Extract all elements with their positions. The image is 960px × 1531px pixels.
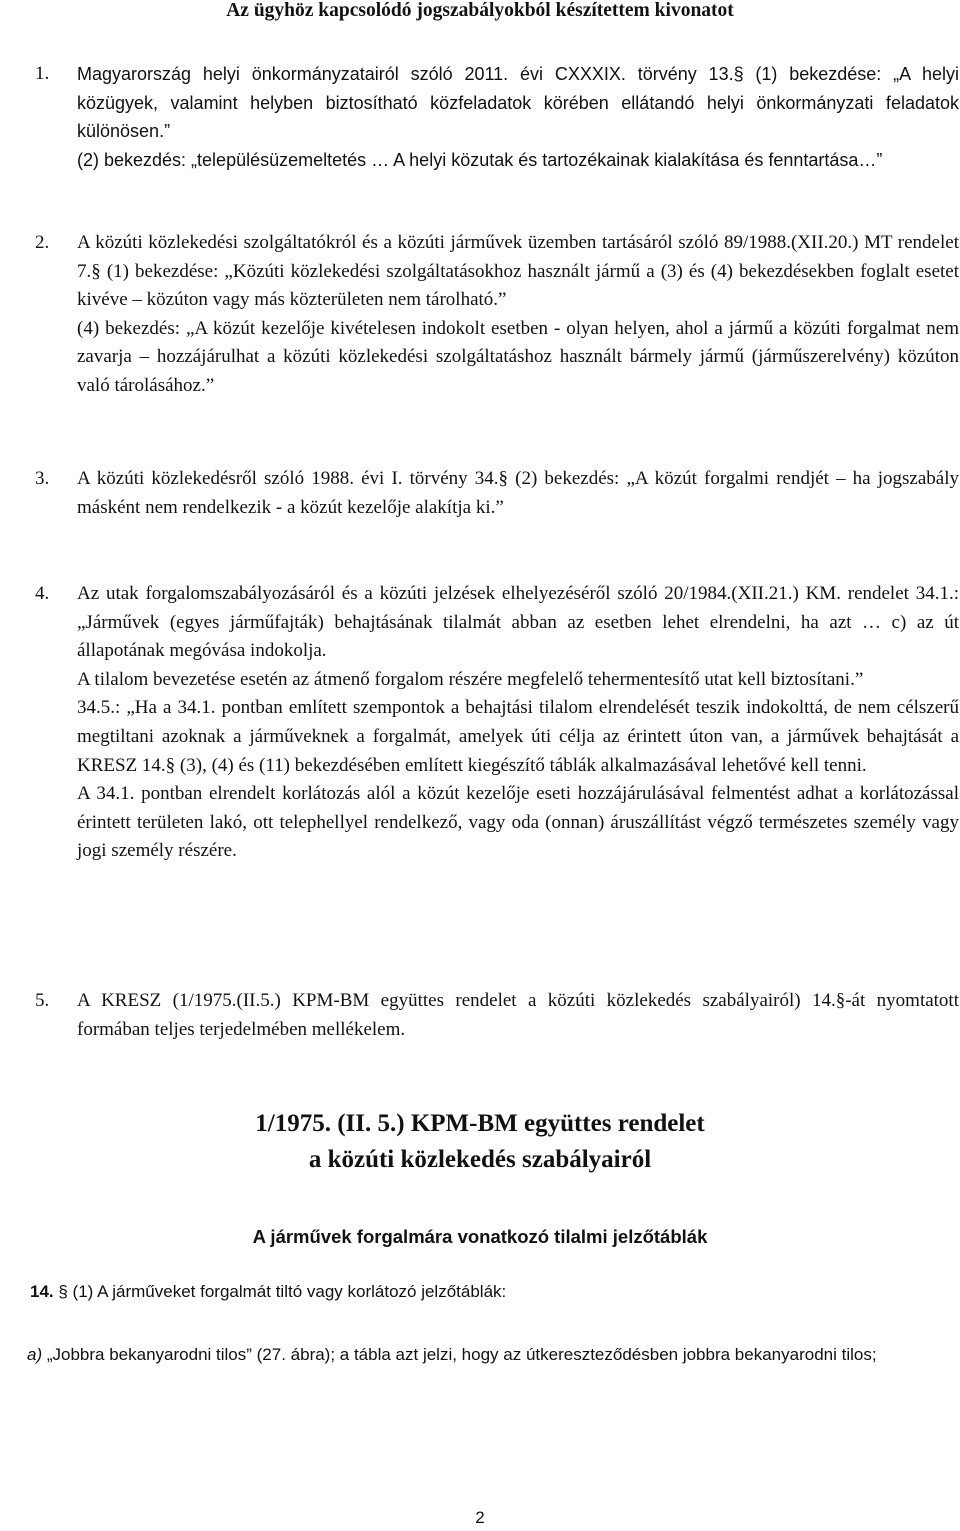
item-body: [77, 580, 959, 866]
list-item-1: [35, 60, 959, 174]
paragraph: A tilalom bevezetése esetén az átmenő forgalom részére megfelelő tehermentesítő utat kell biztosítani.”: [77, 668, 864, 690]
paragraph: (2) bekezdés: „településüzemeltetés … A helyi közutak és tartozékainak kialakítása és fenntartása…”: [77, 149, 883, 170]
list-item-3: [35, 465, 959, 522]
item-body: [77, 987, 959, 1044]
paragraph: A KRESZ (1/1975.(II.5.) KPM-BM együttes rendelet a közúti közlekedés szabályairól) 14.§-át nyomtatott formában teljes terjedelmében mellékelem.: [77, 990, 959, 1040]
page-title: Az ügyhöz kapcsolódó jogszabályokból készítettem kivonatot: [226, 0, 734, 21]
regulation-heading-line-1: 1/1975. (II. 5.) KPM-BM együttes rendelet: [255, 1110, 705, 1137]
paragraph: (4) bekezdés: „A közút kezelője kivételesen indokolt esetben - olyan helyen, ahol a jármű a közúti forgalmat nem zavarja – hozzájárulhat a közúti közlekedési szolgáltatáshoz használt bármely jármű (járműszerelvény) közúton való tárolásához.”: [77, 317, 959, 396]
list-item-4: [35, 580, 959, 866]
section-14-number: 14.: [30, 1282, 54, 1301]
item-number: 3.: [35, 468, 50, 489]
paragraph: 34.5.: „Ha a 34.1. pontban említett szempontok a behajtási tilalom elrendelését teszik indokolttá, de nem célszerű megtiltani azoknak a járműveknek a forgalmát, amelyek úti célja az érintett úton van, a járművek behajtását a KRESZ 14.§ (3), (4) és (11) bekezdésében említett kiegészítő táblák alkalmazásával lehetővé kell tenni.: [77, 697, 959, 776]
point-a-text: „Jobbra bekanyarodni tilos” (27. ábra); a tábla azt jelzi, hogy az útkereszteződésben jobbra bekanyarodni tilos;: [46, 1345, 877, 1364]
paragraph: A közúti közlekedési szolgáltatókról és a közúti járművek üzemben tartásáról szóló 89/1988.(XII.20.) MT rendelet 7.§ (1) bekezdése: „Közúti közlekedési szolgáltatásokhoz használt jármű a (3) és (4) bekezdésekben foglalt esetet kivéve – közúton vagy más közterületen nem tárolható.”: [77, 232, 959, 311]
paragraph: A 34.1. pontban elrendelt korlátozás alól a közút kezelője eseti hozzájárulásával felmentést adhat a korlátozással érintett területen lakó, ott telephellyel rendelkező, vagy oda (onnan) áruszállítást végző természetes személy vagy jogi személy részére.: [77, 783, 959, 862]
paragraph: Az utak forgalomszabályozásáról és a közúti jelzések elhelyezéséről szóló 20/1984.(XII.21.) KM. rendelet 34.1.: „Járművek (egyes járműfajták) behajtásának tilalmát abban az esetben lehet elrendelni, ha azt … c) az út állapotának megóvása indokolja.: [77, 583, 959, 662]
point-a-label: a): [27, 1345, 43, 1364]
paragraph: Magyarország helyi önkormányzatairól szóló 2011. évi CXXXIX. törvény 13.§ (1) bekezdése: „A helyi közügyek, valamint helyben biztosítható közfeladatok körében ellátandó helyi önkormányzati feladatok különösen.”: [77, 64, 959, 142]
item-body: [77, 465, 959, 522]
section-14-paragraph: [30, 1282, 930, 1302]
item-number: 1.: [35, 63, 50, 84]
regulation-heading-line-2: a közúti közlekedés szabályairól: [308, 1146, 652, 1173]
item-number: 2.: [35, 232, 50, 253]
list-item-2: [35, 229, 959, 401]
item-number: 5.: [35, 990, 50, 1011]
item-body: [77, 229, 959, 401]
section-subheading: A járművek forgalmára vonatkozó tilalmi jelzőtáblák: [252, 1226, 708, 1247]
item-number: 4.: [35, 583, 50, 604]
point-a-paragraph: [0, 1340, 930, 1369]
page-number: 2: [475, 1508, 485, 1527]
list-item-5: [35, 987, 959, 1044]
section-14-text: § (1) A járműveket forgalmát tiltó vagy korlátozó jelzőtáblák:: [58, 1282, 507, 1301]
paragraph: A közúti közlekedésről szóló 1988. évi I. törvény 34.§ (2) bekezdés: „A közút forgalmi rendjét – ha jogszabály másként nem rendelkezik - a közút kezelője alakítja ki.”: [77, 468, 959, 518]
item-body: [77, 60, 959, 174]
